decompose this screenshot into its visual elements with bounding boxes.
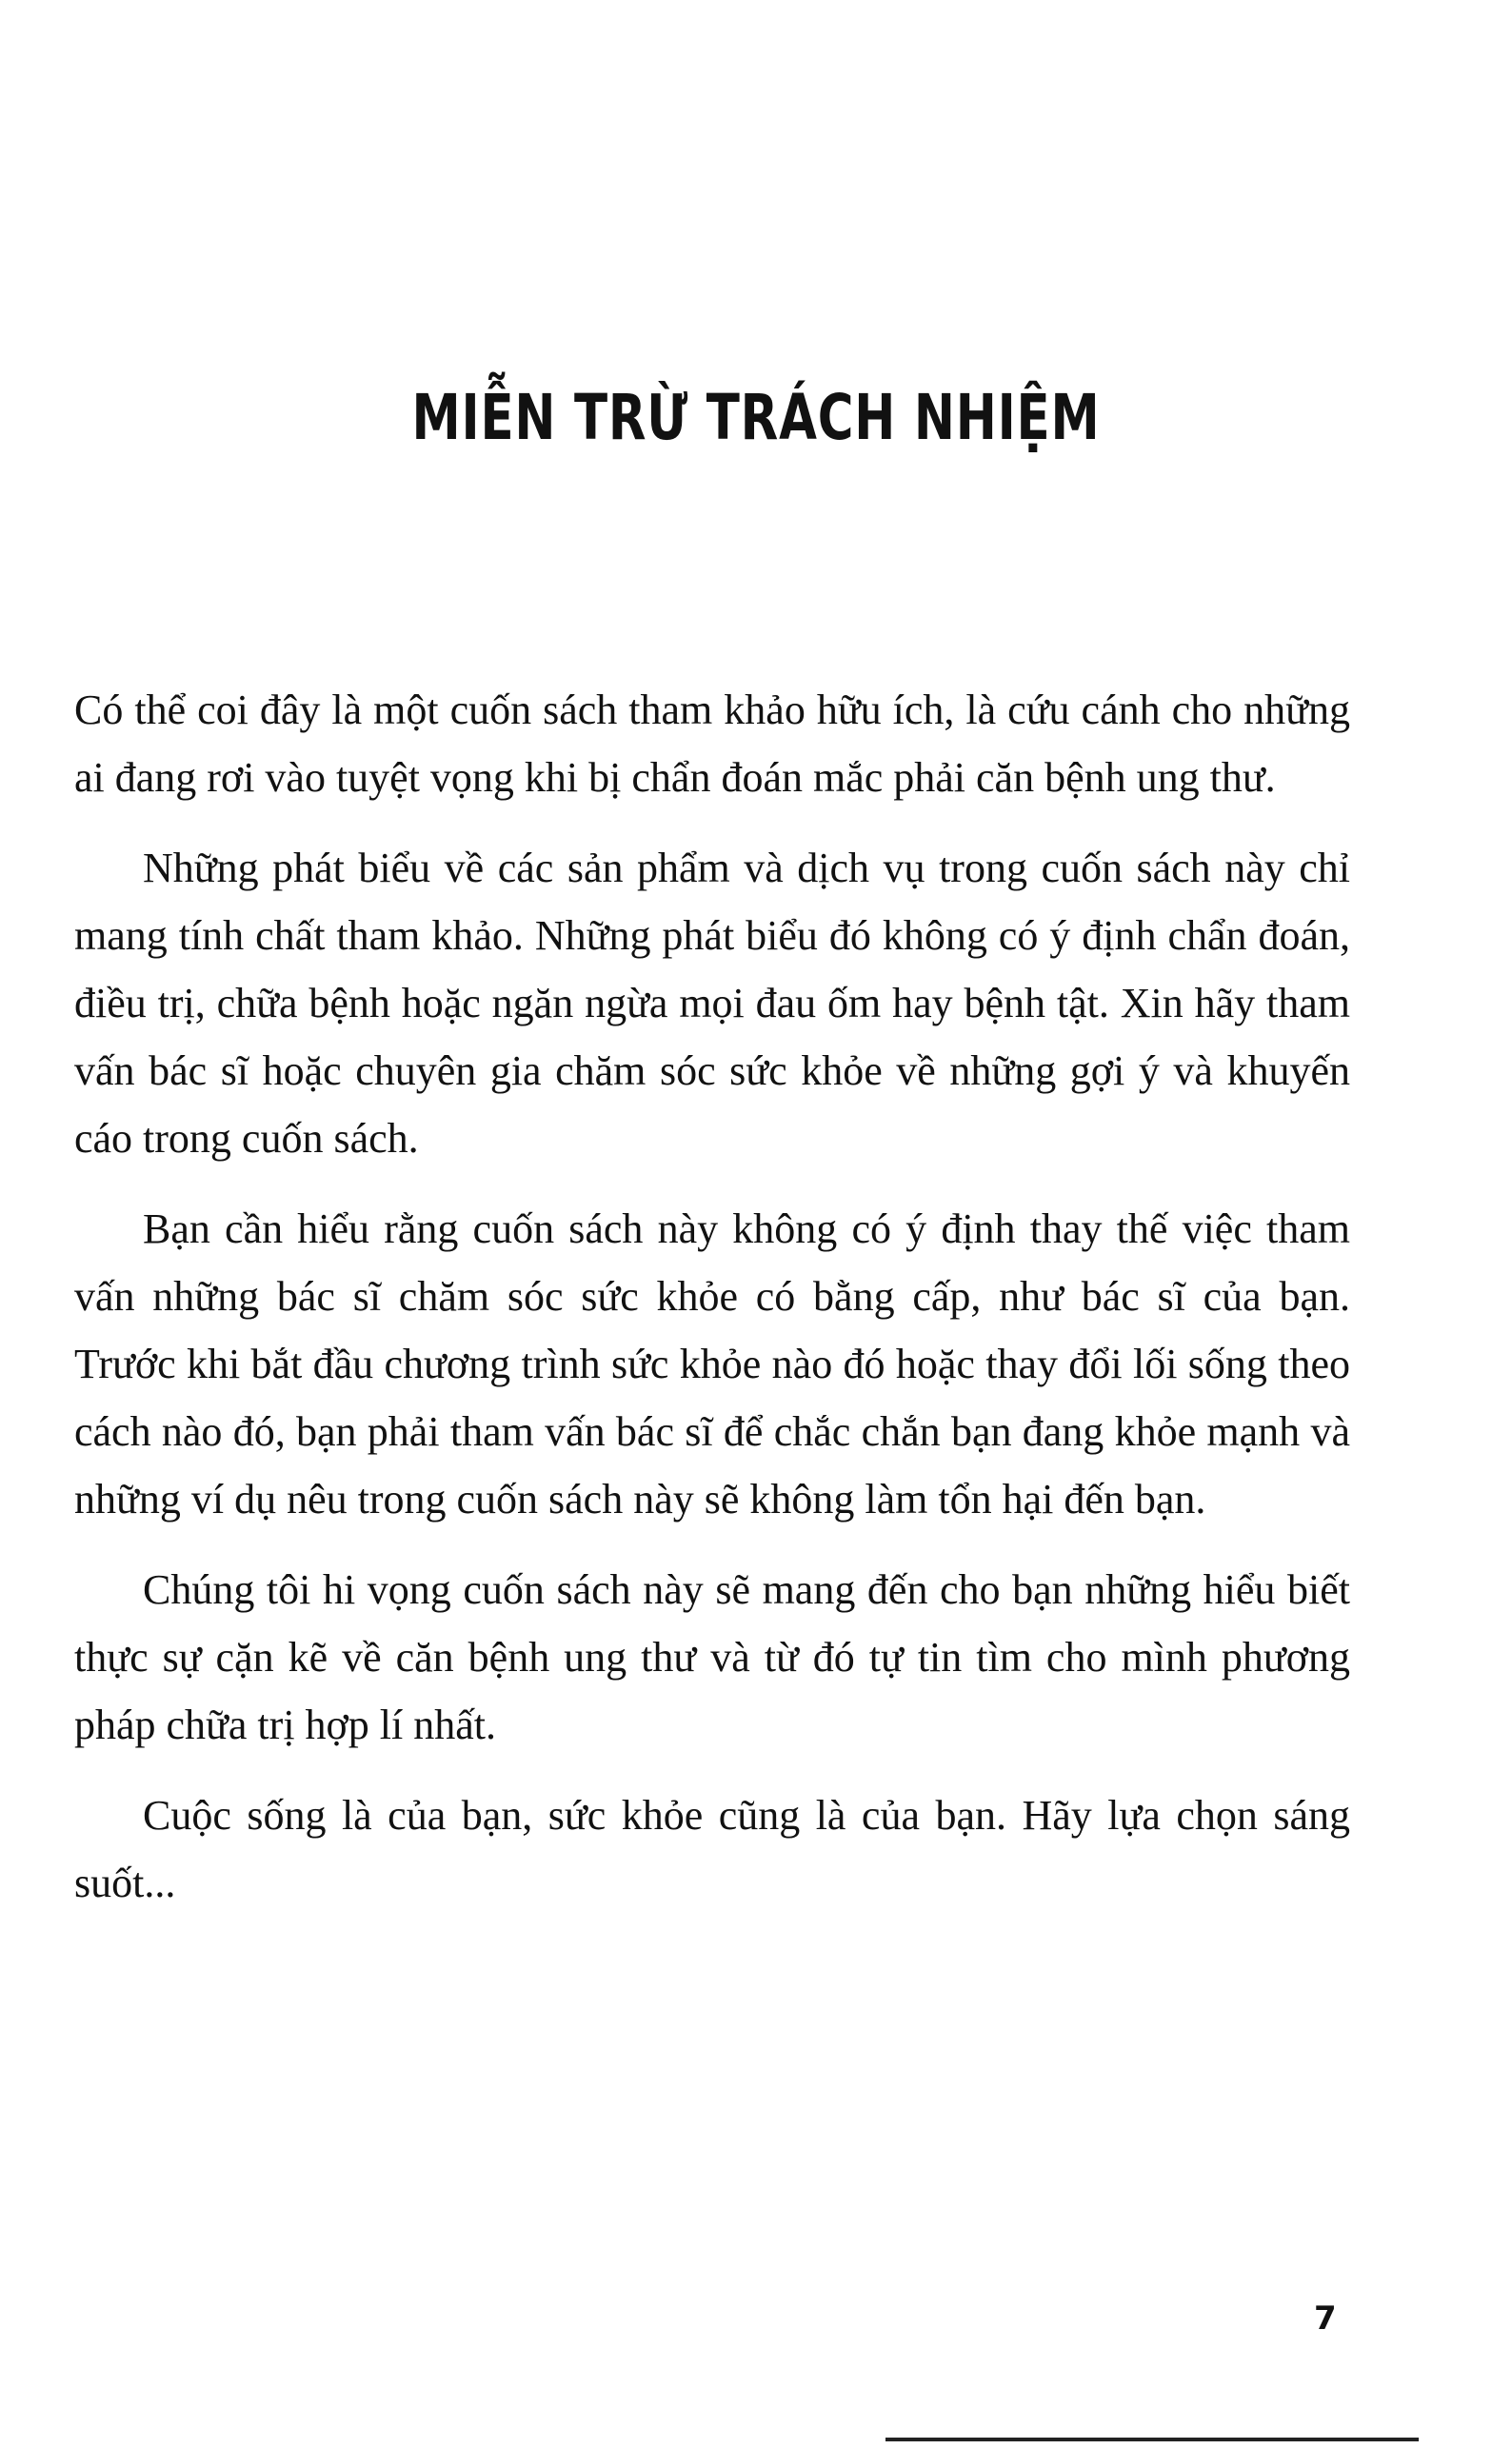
bottom-edge-line xyxy=(885,2438,1419,2441)
page-number: 7 xyxy=(1314,2300,1337,2338)
paragraph-1: Có thể coi đây là một cuốn sách tham khảo hữu ích, là cứu cánh cho những ai đang rơi vào tuyệt vọng khi bị chẩn đoán mắc phải căn bệnh ung thư. xyxy=(74,687,1350,801)
paragraph-3: Bạn cần hiểu rằng cuốn sách này không có ý định thay thế việc tham vấn những bác sĩ chăm sóc sức khỏe có bằng cấp, như bác sĩ của bạn. Trước khi bắt đầu chương trình sức khỏe nào đó hoặc thay đổi lối sống theo cách nào đó, bạn phải tham vấn bác sĩ để chắc chắn bạn đang khỏe mạnh và những ví dụ nêu trong cuốn sách này sẽ không làm tổn hại đến bạn. xyxy=(74,1205,1350,1523)
paragraph-5: Cuộc sống là của bạn, sức khỏe cũng là của bạn. Hãy lựa chọn sáng suốt... xyxy=(74,1792,1350,1906)
paragraph-4: Chúng tôi hi vọng cuốn sách này sẽ mang đến cho bạn những hiểu biết thực sự cặn kẽ về căn bệnh ung thư và từ đó tự tin tìm cho mình phương pháp chữa trị hợp lí nhất. xyxy=(74,1566,1350,1748)
paragraph-2: Những phát biểu về các sản phẩm và dịch vụ trong cuốn sách này chỉ mang tính chất tham khảo. Những phát biểu đó không có ý định chẩn đoán, điều trị, chữa bệnh hoặc ngăn ngừa mọi đau ốm hay bệnh tật. Xin hãy tham vấn bác sĩ hoặc chuyên gia chăm sóc sức khỏe về những gợi ý và khuyến cáo trong cuốn sách. xyxy=(74,845,1350,1162)
page-title: MIỄN TRỪ TRÁCH NHIỆM xyxy=(411,381,1101,454)
body-text xyxy=(74,676,1350,1940)
